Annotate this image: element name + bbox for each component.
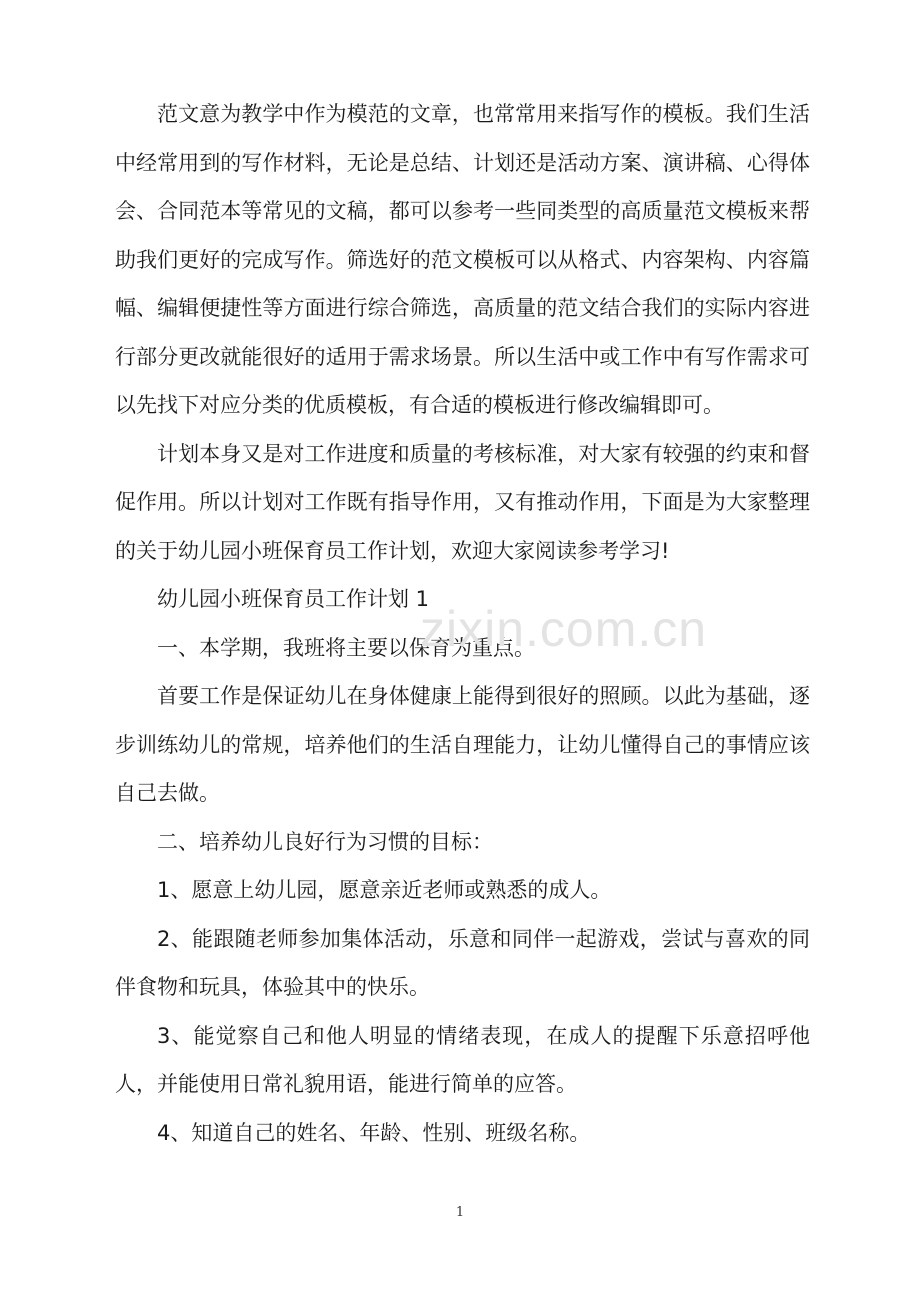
page-number: 1 (455, 1205, 465, 1220)
section-title: 幼儿园小班保育员工作计划 1 (157, 587, 430, 611)
heading-two: 二、培养幼儿良好行为习惯的目标： (157, 829, 493, 854)
heading-one: 一、本学期，我班将主要以保育为重点。 (157, 635, 535, 660)
intro-paragraph: 范文意为教学中作为模范的文章，也常常用来指写作的模板。我们生活中经常用到的写作材料，无论是总结、计划还是活动方案、演讲稿、心得体会、合同范本等常见的文稿，都可以参考一些同类型的高质量范文模板来帮助我们更好的完成写作。筛选好的范文模板可以从格式、内容架构、内容篇幅、编辑便捷性等方面进行综合筛选，高质量的范文结合我们的实际内容进行部分更改就能很好的适用于需求场景。所以生活中或工作中有写作需求可以先找下对应分类的优质模板，有合适的模板进行修改编辑即可。 (115, 102, 810, 417)
watermark: zixin.com.cn (420, 601, 708, 657)
paragraph-priority: 首要工作是保证幼儿在身体健康上能得到很好的照顾。以此为基础，逐步训练幼儿的常规，培养他们的生活自理能力，让幼儿懂得自己的事情应该自己去做。 (115, 684, 810, 805)
list-item: 1、愿意上幼儿园，愿意亲近老师或熟悉的成人。 (157, 878, 612, 902)
list-item: 4、知道自己的姓名、年龄、性别、班级名称。 (157, 1120, 591, 1145)
plan-purpose-paragraph: 计划本身又是对工作进度和质量的考核标准，对大家有较强的约束和督促作用。所以计划对工作既有指导作用，又有推动作用，下面是为大家整理的关于幼儿园小班保育员工作计划，欢迎大家阅读参考学习! (115, 441, 810, 563)
list-item: 3、能觉察自己和他人明显的情绪表现，在成人的提醒下乐意招呼他人，并能使用日常礼貌用语，能进行简单的应答。 (115, 1023, 810, 1096)
list-item: 2、能跟随老师参加集体活动，乐意和同伴一起游戏，尝试与喜欢的同伴食物和玩具，体验其中的快乐。 (115, 926, 810, 999)
